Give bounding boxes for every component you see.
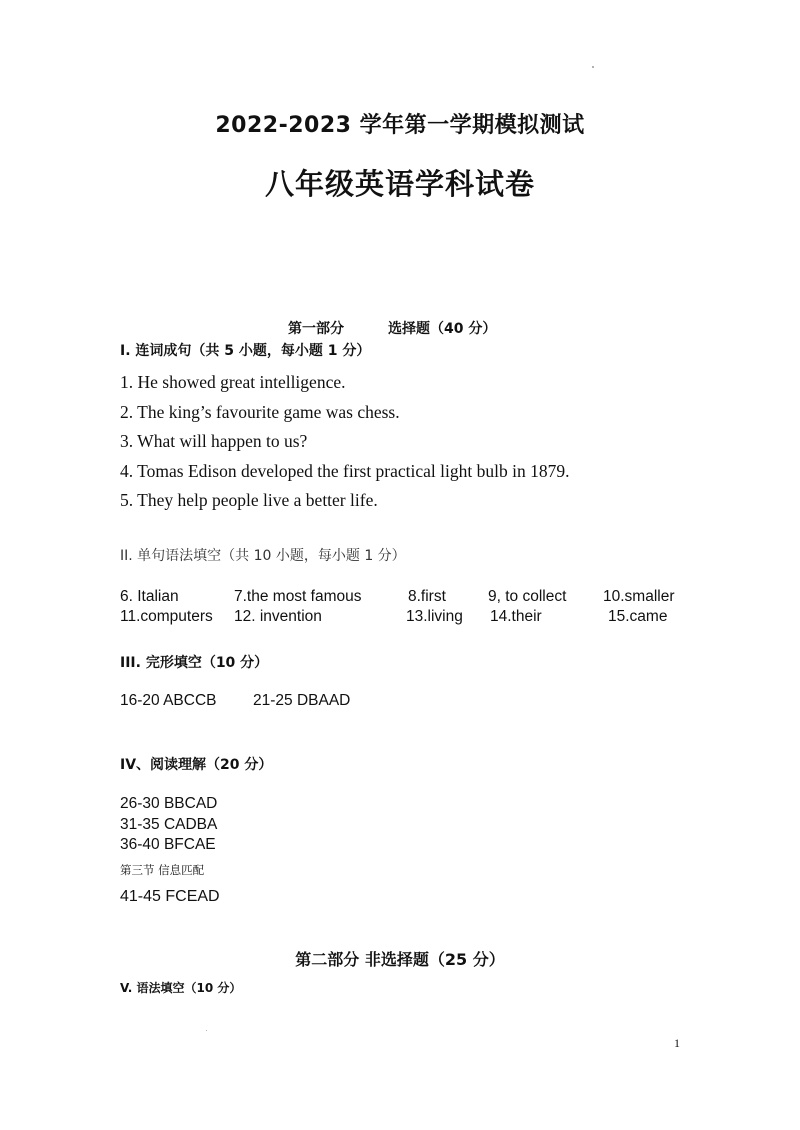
section3-answer: 21-25 DBAAD [253, 692, 351, 709]
section2-answer: 14.their [490, 608, 542, 625]
section3-heading: III. 完形填空（10 分） [120, 655, 269, 671]
part1-heading [288, 318, 496, 338]
section5-heading: V. 语法填空（10 分） [120, 981, 242, 995]
section1-answer: 5. They help people live a better life. [120, 490, 378, 510]
section2-answer: 12. invention [234, 608, 322, 625]
section4-answer: 26-30 BBCAD [120, 795, 218, 812]
section2-answer: 8.first [408, 588, 446, 605]
section1-answer: 1. He showed great intelligence. [120, 372, 346, 392]
section2-answer: 7.the most famous [234, 588, 362, 605]
section1-answer: 3. What will happen to us? [120, 431, 308, 451]
section1-heading: I. 连词成句（共 5 小题，每小题 1 分） [120, 343, 371, 359]
exam-title-line1: 2022-2023 学年第一学期模拟测试 [215, 113, 585, 138]
section4-subheading: 第三节 信息匹配 [120, 863, 205, 877]
section3-answer: 16-20 ABCCB [120, 692, 217, 709]
section4-answer: 36-40 BFCAE [120, 836, 216, 853]
section2-answer: 15.came [608, 608, 668, 625]
scan-speck [206, 1030, 207, 1031]
section4-match-answer: 41-45 FCEAD [120, 888, 220, 905]
section2-answer: 9, to collect [488, 588, 567, 605]
section1-answer: 4. Tomas Edison developed the first practical light bulb in 1879. [120, 461, 570, 481]
section4-answer: 31-35 CADBA [120, 816, 218, 833]
part1-label: 第一部分 [288, 321, 344, 337]
section2-answer: 11.computers [120, 608, 213, 625]
section2-heading: II. 单句语法填空（共 10 小题，每小题 1 分） [120, 548, 406, 564]
page-number: 1 [674, 1036, 680, 1050]
section2-answer: 6. Italian [120, 588, 179, 605]
exam-title-line2: 八年级英语学科试卷 [264, 167, 535, 201]
part1-title: 选择题（40 分） [388, 321, 497, 337]
part2-heading: 第二部分 非选择题（25 分） [295, 950, 505, 969]
section2-answer: 10.smaller [603, 588, 675, 605]
section4-heading: IV、阅读理解（20 分） [120, 757, 273, 773]
section2-answer: 13.living [406, 608, 463, 625]
section1-answer: 2. The king’s favourite game was chess. [120, 402, 400, 422]
scan-speck [592, 66, 594, 68]
